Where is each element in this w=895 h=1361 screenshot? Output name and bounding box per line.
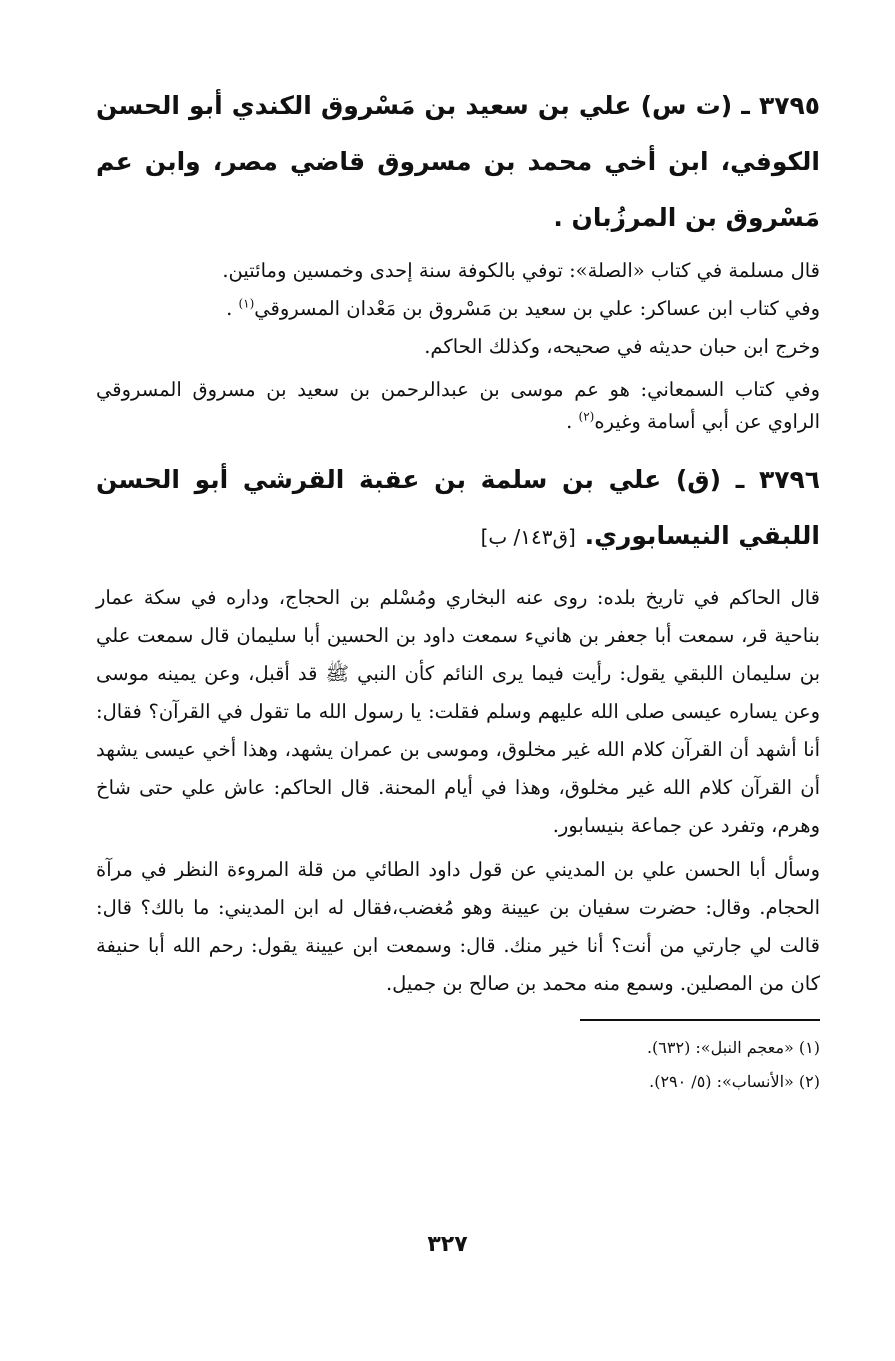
entry-heading-text: ـ (ت س) علي بن سعيد بن مَسْروق الكندي أبو الحسن الكوفي، ابن أخي محمد بن مسروق قاضي مصر، وابن عم مَسْروق بن المرزُبان . bbox=[96, 91, 820, 232]
page-number: ٣٢٧ bbox=[427, 1232, 468, 1257]
paragraph: وسأل أبا الحسن علي بن المديني عن قول داود الطائي من قلة المروءة النظر في مرآة الحجام. وقال: حضرت سفيان بن عيينة وهو مُغضب،فقال له ابن المديني: ما بالك؟ قال: قالت لي جارتي من أنت؟ أنا خير منك. قال: وسمعت ابن عيينة يقول: رحم الله أبا حنيفة كان من المصلين. وسمع منه محمد بن صالح بن جميل. bbox=[96, 858, 820, 995]
footnote-divider bbox=[580, 1019, 820, 1021]
paragraph-text: وفي كتاب السمعاني: هو عم موسى بن عبدالرحمن بن سعيد بن مسروق المسروقي الراوي عن أبي أسامة وغيره bbox=[96, 378, 820, 433]
entry-number: ٣٧٩٦ bbox=[758, 465, 820, 494]
book-page bbox=[96, 78, 820, 1099]
paragraph: وخرج ابن حبان حديثه في صحيحه، وكذلك الحاكم. bbox=[424, 335, 820, 358]
footnote-1: (١) «معجم النبل»: (٦٣٢). bbox=[646, 1038, 820, 1057]
entry-number: ٣٧٩٥ bbox=[758, 91, 820, 120]
entry-title-3795 bbox=[96, 78, 820, 246]
entry-heading-text: ـ (ق) علي بن سلمة بن عقبة القرشي أبو الحسن اللبقي النيسابوري. bbox=[96, 465, 820, 550]
footnote-ref-2: (٢) bbox=[578, 409, 595, 424]
footnote-ref-1: (١) bbox=[238, 296, 255, 311]
footnote-2: (٢) «الأنساب»: (٥/ ٢٩٠). bbox=[649, 1072, 820, 1091]
entry-title-3796 bbox=[96, 452, 820, 565]
paragraph-with-footnote: وفي كتاب ابن عساكر: علي بن سعيد بن مَسْروق بن مَعْدان المسروقي$^{(١)}$ . bbox=[226, 296, 820, 320]
paragraph: قال مسلمة في كتاب «الصلة»: توفي بالكوفة سنة إحدى وخمسين ومائتين. bbox=[222, 259, 820, 282]
paragraph: قال الحاكم في تاريخ بلده: روى عنه البخاري ومُسْلم بن الحجاج، وداره في سكة عمار بناحية قر، سمعت أبا جعفر بن هانيء سمعت داود بن الحسين أبا سليمان قال سمعت علي بن سليمان اللبقي يقول: رأيت فيما يرى النائم كأن النبي ﷺ قد أقبل، وعن يمينه موسى وعن يساره عيسى صلى الله عليهم وسلم فقلت: يا رسول الله ما تقول في القرآن؟ فقال: أنا أشهد أن القرآن كلام الله غير مخلوق، وموسى بن عمران يشهد، وهذا أخي عيسى يشهد أن القرآن كلام الله غير مخلوق، وهذا في أيام المحنة. قال الحاكم: عاش علي حتى شاخ وهرم، وتفرد عن جماعة بنيسابور. bbox=[96, 586, 821, 837]
manuscript-ref: [ق١٤٣/ ب] bbox=[480, 525, 576, 549]
paragraph-with-footnote: وفي كتاب السمعاني: هو عم موسى بن عبدالرحمن بن سعيد بن مسروق المسروقي الراوي عن أبي أسامة وغيره$^{(٢)}$ . bbox=[96, 378, 820, 433]
paragraph-text: وفي كتاب ابن عساكر: علي بن سعيد بن مَسْروق بن مَعْدان المسروقي bbox=[254, 297, 820, 320]
